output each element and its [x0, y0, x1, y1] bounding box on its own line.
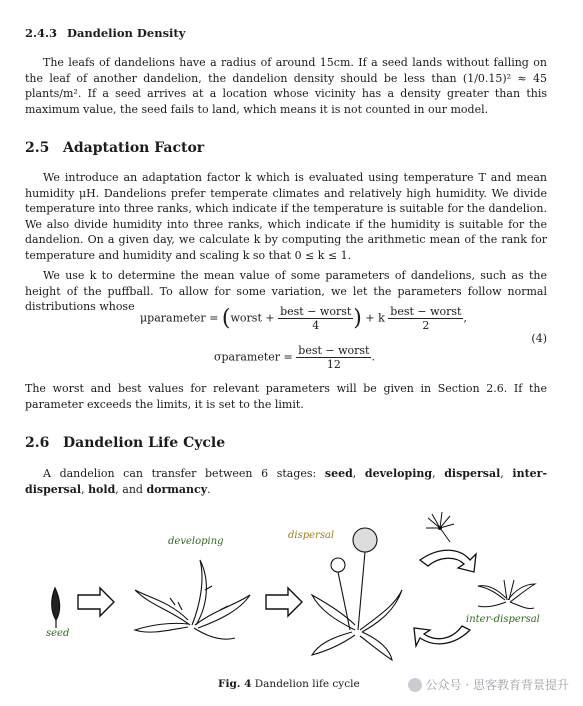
figure-caption: [218, 678, 360, 690]
paragraph-adaptation-1: [25, 170, 547, 264]
figure-label-developing: developing: [168, 536, 224, 547]
equation-sigma-fraction: $\frac{\text{best − worst}}{12}$: [298, 344, 370, 371]
figure-label-dispersal: dispersal: [288, 530, 335, 541]
equation-mu-fraction-2: $\frac{\text{best − worst}}{2}$: [390, 305, 462, 332]
paragraph-adaptation-3-text: The worst and best values for relevant parameters will be given in Section 2.6. If the parameter exceeds the limits, it is set to the limit.: [25, 382, 547, 411]
equation-number: (4): [531, 332, 547, 345]
dispersal-plant-illustration: [312, 528, 402, 660]
figure-label-inter-dispersal: inter-dispersal: [466, 614, 540, 625]
section-number: 2.5: [25, 140, 50, 156]
section-number: 2.6: [25, 435, 50, 451]
flying-seed-illustration: [426, 512, 454, 542]
stage-seed: seed: [324, 467, 353, 480]
paragraph-life-cycle: A dandelion can transfer between 6 stages: seed, developing, dispersal, inter-dispersal, hold, and dormancy.: [25, 467, 548, 496]
developing-plant-illustration: [135, 560, 250, 639]
stage-developing: developing: [364, 467, 433, 480]
subsection-heading-dandelion-density: [25, 26, 185, 40]
paragraph-density: [25, 55, 547, 117]
wechat-icon: [408, 678, 422, 692]
arrow-icon: [266, 588, 302, 616]
stage-inter-dispersal: inter-dispersal: [25, 467, 548, 496]
seed-illustration: [52, 588, 60, 628]
paragraph-adaptation-2-text: We use k to determine the mean value of some parameters of dandelions, such as the height of the puffball. To allow for some variation, we let the parameters follow normal distributions whose: [25, 269, 547, 314]
equation-mu-plus-k: + k: [365, 311, 385, 325]
stage-dispersal: dispersal: [444, 467, 501, 480]
figure-life-cycle: [0, 510, 583, 680]
stage-hold: hold: [88, 482, 116, 496]
paragraph-adaptation-1-text: We introduce an adaptation factor k which is evaluated using temperature T and mean humidity μH. Dandelions prefer temperate climates and relatively high humidity. We divide temperature into three ranks, which indicate if the temperature is suitable for the dandelion. We also divide humidity into three ranks, which indicate if the humidity is suitable for the dandelion. On a given day, we calculate k by computing the arithmetic mean of the rank for temperature and humidity and scaling k so that 0 ≤ k ≤ 1.: [25, 171, 547, 262]
paragraph-life-cycle-text: A dandelion can transfer between 6 stages:: [43, 467, 317, 480]
paragraph-density-text: The leafs of dandelions have a radius of around 15cm. If a seed lands without falling on the leaf of another dandelion, the dandelion density should be less than (1/0.15)² ≈ 45 plants/m². If a seed arrives at a location whose vicinity has a density greater than this maximum value, the seed fails to land, which means it is not counted in our model.: [25, 56, 547, 116]
watermark: [408, 676, 569, 693]
section-title: Adaptation Factor: [63, 140, 205, 156]
curved-arrow-icon: [414, 626, 470, 646]
equation-sigma: σparameter = $\frac{\text{best − worst}}{12}$ .: [214, 344, 375, 371]
figure-label-seed: seed: [46, 628, 70, 639]
figure-caption-label: Fig. 4: [218, 678, 252, 690]
subsection-number: 2.4.3: [25, 26, 58, 40]
equation-mu-worst: worst +: [230, 311, 275, 325]
equation-mu-fraction: $\frac{\text{best − worst}}{4}$: [280, 305, 352, 332]
subsection-title: Dandelion Density: [67, 26, 186, 40]
section-heading-adaptation-factor: [25, 140, 204, 156]
watermark-text: 公众号 · 思客教育背景提升: [425, 678, 569, 692]
section-title: Dandelion Life Cycle: [63, 435, 226, 451]
paragraph-adaptation-3: [25, 381, 547, 412]
equation-sigma-lhs: σparameter =: [214, 350, 293, 364]
section-heading-life-cycle: [25, 435, 225, 451]
figure-caption-text: Dandelion life cycle: [254, 678, 360, 690]
curved-arrow-icon: [420, 550, 476, 572]
equation-mu: μparameter = (worst + $\frac{\text{best − worst}}{4}$ ) + k $\frac{\text{best − worst}}{2}$ ,: [140, 305, 467, 332]
arrow-icon: [78, 588, 114, 616]
inter-dispersal-plant-illustration: [478, 580, 535, 609]
equation-mu-lhs: μparameter =: [140, 311, 219, 325]
stage-dormancy: dormancy: [146, 482, 208, 496]
